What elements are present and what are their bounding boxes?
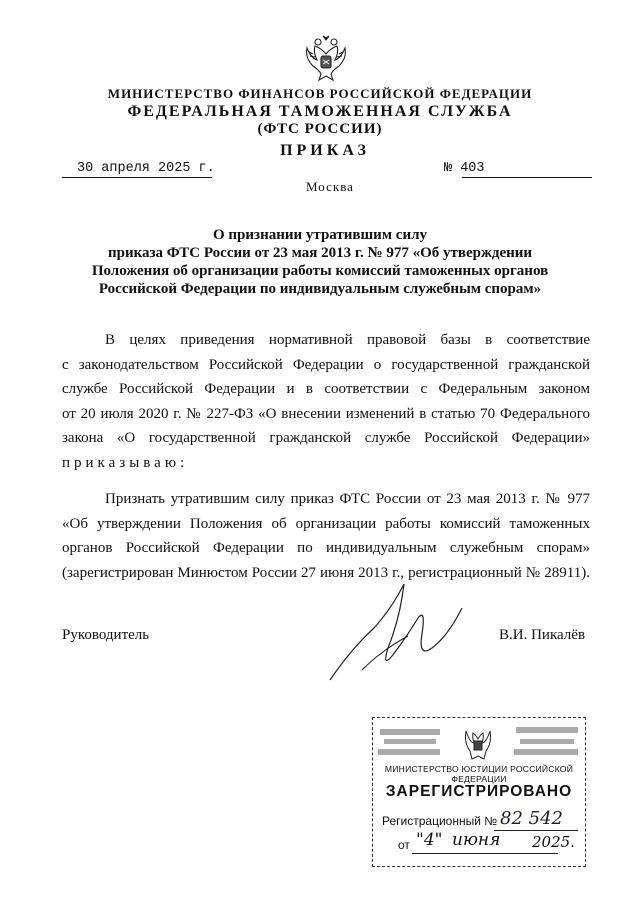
- number-underline: [462, 177, 592, 178]
- order-word: приказываю:: [62, 454, 189, 471]
- paragraph-line: органов Российской Федерации по индивидуальным служебным спорам»: [62, 540, 590, 556]
- date-underline: [62, 177, 212, 178]
- stamp-date-day: "4": [416, 830, 443, 850]
- stamp-registered: ЗАРЕГИСТРИРОВАНО: [385, 783, 573, 800]
- title-line: приказа ФТС России от 23 мая 2013 г. № 977 «Об утверждении: [107, 245, 533, 261]
- stamp-emblem-icon: [374, 719, 582, 765]
- paragraph-line: с законодательством Российской Федерации о государственной гражданской: [62, 356, 590, 373]
- order-paragraph: [62, 487, 590, 585]
- title-line: Положения об организации работы комиссий таможенных органов: [91, 263, 549, 279]
- paragraph-line: «Об утверждении Положения об организации работы комиссий таможенных: [62, 515, 590, 532]
- order-date: 30 апреля 2025 г.: [77, 161, 215, 176]
- document-type: ПРИКАЗ: [280, 142, 370, 159]
- stamp-reg-number-label: Регистрационный №: [382, 814, 498, 828]
- preamble-paragraph: [62, 328, 590, 475]
- document-title: [0, 226, 640, 298]
- signer-name: В.И. Пикалёв: [499, 627, 586, 643]
- paragraph-line: службе Российской Федерации и в соответствии с Федеральным законом: [62, 381, 590, 397]
- registration-stamp: [372, 717, 586, 867]
- ministry-name: МИНИСТЕРСТВО ФИНАНСОВ РОССИЙСКОЙ ФЕДЕРАЦИИ: [107, 86, 533, 101]
- signature-icon: [322, 578, 472, 688]
- stamp-date-month: июня: [452, 830, 501, 850]
- paragraph-line: закона «О государственной гражданской службе Российской Федерации»: [62, 430, 590, 446]
- service-abbreviation: (ФТС РОССИИ): [257, 121, 383, 137]
- stamp-date-underline: [412, 853, 558, 854]
- order-number: № 403: [444, 161, 485, 176]
- stamp-reg-number: 82 542: [500, 808, 563, 829]
- city: Москва: [306, 179, 354, 194]
- paragraph-line: (зарегистрирован Минюстом России 27 июня 2013 г., регистрационный № 28911).: [62, 564, 590, 581]
- title-line: Российской Федерации по индивидуальным служебным спорам»: [98, 281, 542, 297]
- paragraph-line: В целях приведения нормативной правовой базы в соответствие: [105, 332, 590, 348]
- signer-role: Руководитель: [62, 627, 150, 643]
- stamp-date-year: 2025.: [532, 833, 575, 851]
- service-name: ФЕДЕРАЛЬНАЯ ТАМОЖЕННАЯ СЛУЖБА: [127, 103, 513, 120]
- paragraph-line: Признать утратившим силу приказ ФТС России от 23 мая 2013 г. № 977: [105, 491, 590, 507]
- stamp-number-underline: [494, 830, 578, 831]
- stamp-ministry: МИНИСТЕРСТВО ЮСТИЦИИ РОССИЙСКОЙ ФЕДЕРАЦИИ: [384, 764, 574, 784]
- stamp-date-prefix: от: [398, 838, 410, 852]
- coat-of-arms-emblem-icon: [303, 34, 349, 84]
- title-line: О признании утратившим силу: [213, 227, 427, 243]
- paragraph-line: от 20 июля 2020 г. № 227-ФЗ «О внесении изменений в статью 70 Федерального: [62, 405, 590, 422]
